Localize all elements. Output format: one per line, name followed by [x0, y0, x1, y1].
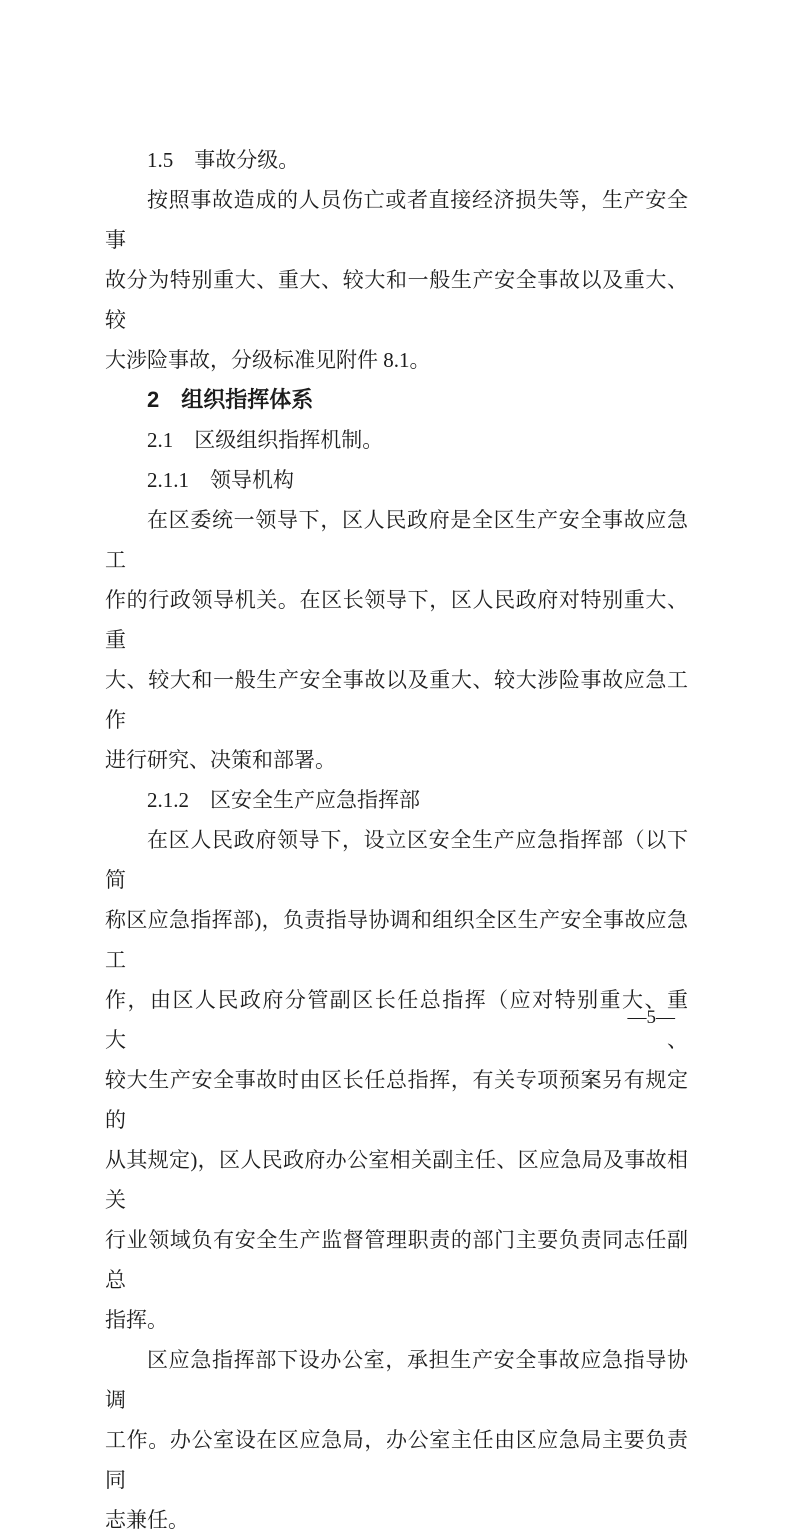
text-line: 指挥。 [105, 1308, 168, 1332]
text-line: 较大生产安全事故时由区长任总指挥，有关专项预案另有规定的 [105, 1068, 688, 1132]
paragraph-leadership-organ [105, 500, 688, 780]
text-line: 称区应急指挥部)，负责指导协调和组织全区生产安全事故应急工 [105, 908, 688, 972]
document-body [105, 140, 688, 1540]
section-heading-1-5 [105, 140, 688, 180]
heading-2: 2 组织指挥体系 [147, 387, 314, 412]
page-number: —5— [627, 1007, 675, 1028]
text-line: 故分为特别重大、重大、较大和一般生产安全事故以及重大、较 [105, 268, 688, 332]
section-heading-2 [105, 380, 688, 420]
text-line: 在区人民政府领导下，设立区安全生产应急指挥部（以下简 [105, 828, 688, 892]
section-heading-2-1-1 [105, 460, 688, 500]
text-line: 志兼任。 [105, 1508, 189, 1532]
heading-2-1: 2.1 区级组织指挥机制。 [147, 428, 384, 452]
heading-2-1-2: 2.1.2 区安全生产应急指挥部 [147, 788, 420, 812]
text-line: 在区委统一领导下，区人民政府是全区生产安全事故应急工 [105, 508, 688, 572]
text-line: 从其规定)，区人民政府办公室相关副主任、区应急局及事故相关 [105, 1148, 688, 1212]
text-line: 作，由区人民政府分管副区长任总指挥（应对特别重大、重大、 [105, 988, 688, 1052]
text-line: 按照事故造成的人员伤亡或者直接经济损失等，生产安全事 [105, 188, 688, 252]
section-heading-2-1-2 [105, 780, 688, 820]
section-heading-2-1 [105, 420, 688, 460]
text-line: 区应急指挥部下设办公室，承担生产安全事故应急指导协调 [105, 1348, 688, 1412]
text-line: 大、较大和一般生产安全事故以及重大、较大涉险事故应急工作 [105, 668, 688, 732]
text-line: 工作。办公室设在区应急局，办公室主任由区应急局主要负责同 [105, 1428, 688, 1492]
text-line: 大涉险事故，分级标准见附件 8.1。 [105, 348, 431, 372]
paragraph-command-office [105, 1340, 688, 1540]
paragraph-emergency-command [105, 820, 688, 1340]
heading-1-5: 1.5 事故分级。 [147, 148, 300, 172]
text-line: 进行研究、决策和部署。 [105, 748, 336, 772]
text-line: 作的行政领导机关。在区长领导下，区人民政府对特别重大、重 [105, 588, 688, 652]
heading-2-1-1: 2.1.1 领导机构 [147, 468, 294, 492]
text-line: 行业领域负有安全生产监督管理职责的部门主要负责同志任副总 [105, 1228, 688, 1292]
paragraph-accident-grading [105, 180, 688, 380]
